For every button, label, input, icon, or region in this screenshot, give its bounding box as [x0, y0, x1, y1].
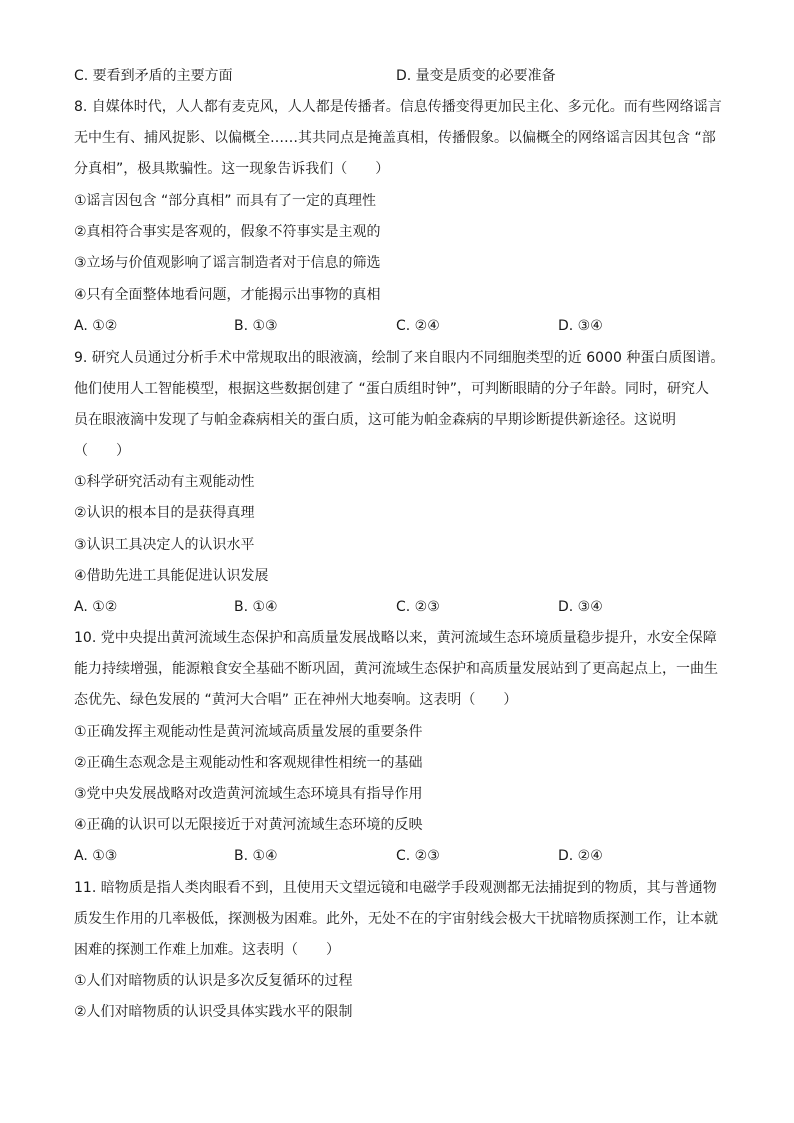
- question-10-option-a: A. ①③: [74, 848, 118, 864]
- question-8-item-3: ③立场与价值观影响了谣言制造者对于信息的筛选: [74, 255, 381, 271]
- question-8-stem-1: 8. 自媒体时代，人人都有麦克风，人人都是传播者。信息传播变得更加民主化、多元化。而有些网络谣言: [74, 99, 722, 115]
- option-c-prev: C. 要看到矛盾的主要方面: [74, 68, 233, 84]
- question-10-item-2: ②正确生态观念是主观能动性和客观规律性相统一的基础: [74, 755, 423, 771]
- question-10-stem-1: 10. 党中央提出黄河流域生态保护和高质量发展战略以来，黄河流域生态环境质量稳步提升，水安全保障: [74, 630, 717, 646]
- question-9-item-2: ②认识的根本目的是获得真理: [74, 505, 255, 521]
- question-8-stem-2: 无中生有、捕风捉影、以偏概全……其共同点是掩盖真相，传播假象。以偏概全的网络谣言因其包含 “部: [74, 130, 716, 146]
- question-9-stem-2: 他们使用人工智能模型，根据这些数据创建了 “蛋白质组时钟”，可判断眼睛的分子年龄。同时，研究人: [74, 381, 709, 397]
- question-9-stem-4: （ ）: [74, 443, 130, 459]
- question-9-stem-1: 9. 研究人员通过分析手术中常规取出的眼液滴，绘制了来自眼内不同细胞类型的近 6000 种蛋白质图谱。: [74, 350, 725, 366]
- question-11-stem-3: 困难的探测工作难上加难。这表明（ ）: [74, 942, 340, 958]
- question-8-stem-3: 分真相”，极具欺骗性。这一现象告诉我们（ ）: [74, 161, 390, 177]
- question-8-item-4: ④只有全面整体地看问题，才能揭示出事物的真相: [74, 287, 381, 303]
- question-9-item-3: ③认识工具决定人的认识水平: [74, 537, 255, 553]
- question-11-item-2: ②人们对暗物质的认识受具体实践水平的限制: [74, 1004, 353, 1020]
- question-10-option-b: B. ①④: [234, 848, 278, 864]
- question-10-option-c: C. ②③: [396, 848, 440, 864]
- question-10-item-4: ④正确的认识可以无限接近于对黄河流域生态环境的反映: [74, 817, 423, 833]
- question-9-option-c: C. ②③: [396, 599, 440, 615]
- question-9-option-b: B. ①④: [234, 599, 278, 615]
- question-10-option-d: D. ②④: [558, 848, 603, 864]
- question-10-item-1: ①正确发挥主观能动性是黄河流域高质量发展的重要条件: [74, 724, 423, 740]
- question-9-item-1: ①科学研究活动有主观能动性: [74, 474, 255, 490]
- question-11-item-1: ①人们对暗物质的认识是多次反复循环的过程: [74, 973, 353, 989]
- question-10-stem-3: 态优先、绿色发展的 “黄河大合唱” 正在神州大地奏响。这表明（ ）: [74, 692, 518, 708]
- question-8-item-1: ①谣言因包含 “部分真相” 而具有了一定的真理性: [74, 193, 376, 209]
- question-8-item-2: ②真相符合事实是客观的，假象不符事实是主观的: [74, 224, 381, 240]
- question-10-item-3: ③党中央发展战略对改造黄河流域生态环境具有指导作用: [74, 786, 423, 802]
- question-9-item-4: ④借助先进工具能促进认识发展: [74, 568, 269, 584]
- question-8-option-a: A. ①②: [74, 318, 118, 334]
- question-9-stem-3: 员在眼液滴中发现了与帕金森病相关的蛋白质，这可能为帕金森病的早期诊断提供新途径。这说明: [74, 412, 676, 428]
- question-9-option-a: A. ①②: [74, 599, 118, 615]
- question-8-option-c: C. ②④: [396, 318, 440, 334]
- question-11-stem-1: 11. 暗物质是指人类肉眼看不到，且使用天文望远镜和电磁学手段观测都无法捕捉到的物质，其与普通物: [74, 880, 717, 896]
- question-8-option-b: B. ①③: [234, 318, 278, 334]
- question-10-stem-2: 能力持续增强，能源粮食安全基础不断巩固，黄河流域生态保护和高质量发展站到了更高起点上，一曲生: [74, 661, 718, 677]
- question-8-option-d: D. ③④: [558, 318, 603, 334]
- option-d-prev: D. 量变是质变的必要准备: [396, 68, 556, 84]
- question-11-stem-2: 质发生作用的几率极低，探测极为困难。此外，无处不在的宇宙射线会极大干扰暗物质探测工作，让本就: [74, 911, 718, 927]
- question-9-option-d: D. ③④: [558, 599, 603, 615]
